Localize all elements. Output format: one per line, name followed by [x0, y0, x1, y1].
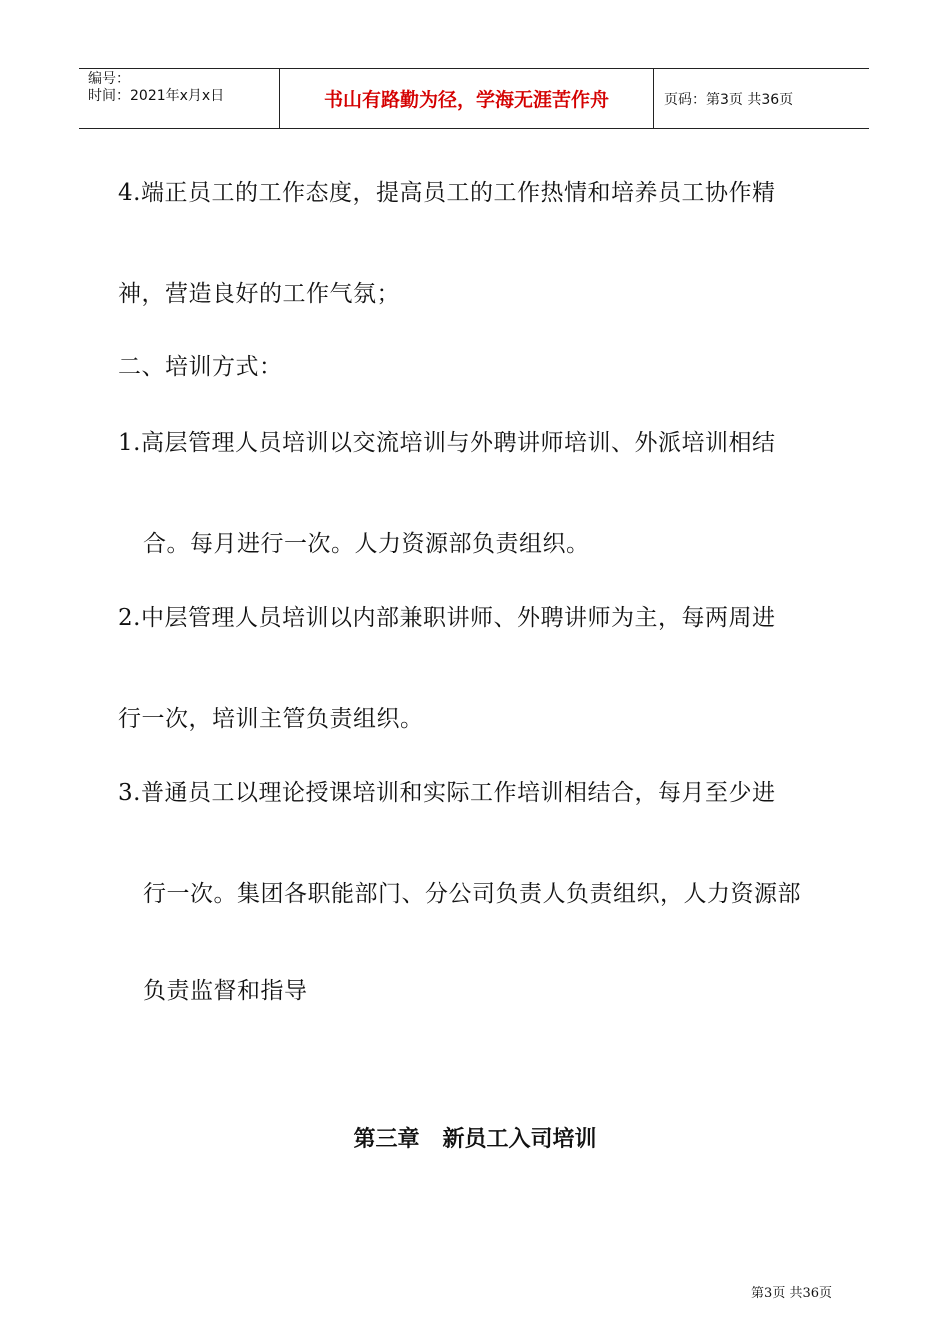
section-heading-training-methods: 二、培训方式： [118, 354, 283, 380]
body-line-5: 合。每月进行一次。人力资源部负责组织。 [143, 531, 590, 557]
header-motto: 书山有路勤为径，学海无涯苦作舟 [323, 89, 609, 111]
body-line-4: 1.高层管理人员培训以交流培训与外聘讲师培训、外派培训相结 [118, 430, 776, 456]
body-line-6: 2.中层管理人员培训以内部兼职讲师、外聘讲师为主，每两周进 [118, 605, 776, 631]
body-line-7: 行一次，培训主管负责组织。 [118, 706, 424, 732]
chapter-title: 第三章 新员工入司培训 [353, 1127, 597, 1152]
document-time-label: 时间：2021年x月x日 [88, 88, 225, 104]
document-number-label: 编号： [88, 71, 130, 87]
body-line-1: 4.端正员工的工作态度，提高员工的工作热情和培养员工协作精 [118, 180, 776, 206]
header-page-info: 页码：第3页 共36页 [664, 91, 794, 108]
body-line-10: 负责监督和指导 [143, 978, 308, 1004]
page-footer: 第3页 共36页 [751, 1286, 832, 1301]
header-meta [79, 69, 280, 128]
page-header [79, 68, 869, 129]
header-motto-cell [280, 69, 654, 128]
body-line-9: 行一次。集团各职能部门、分公司负责人负责组织，人力资源部 [143, 881, 801, 907]
body-line-2: 神，营造良好的工作气氛； [118, 281, 400, 307]
body-line-8: 3.普通员工以理论授课培训和实际工作培训相结合，每月至少进 [118, 780, 776, 806]
